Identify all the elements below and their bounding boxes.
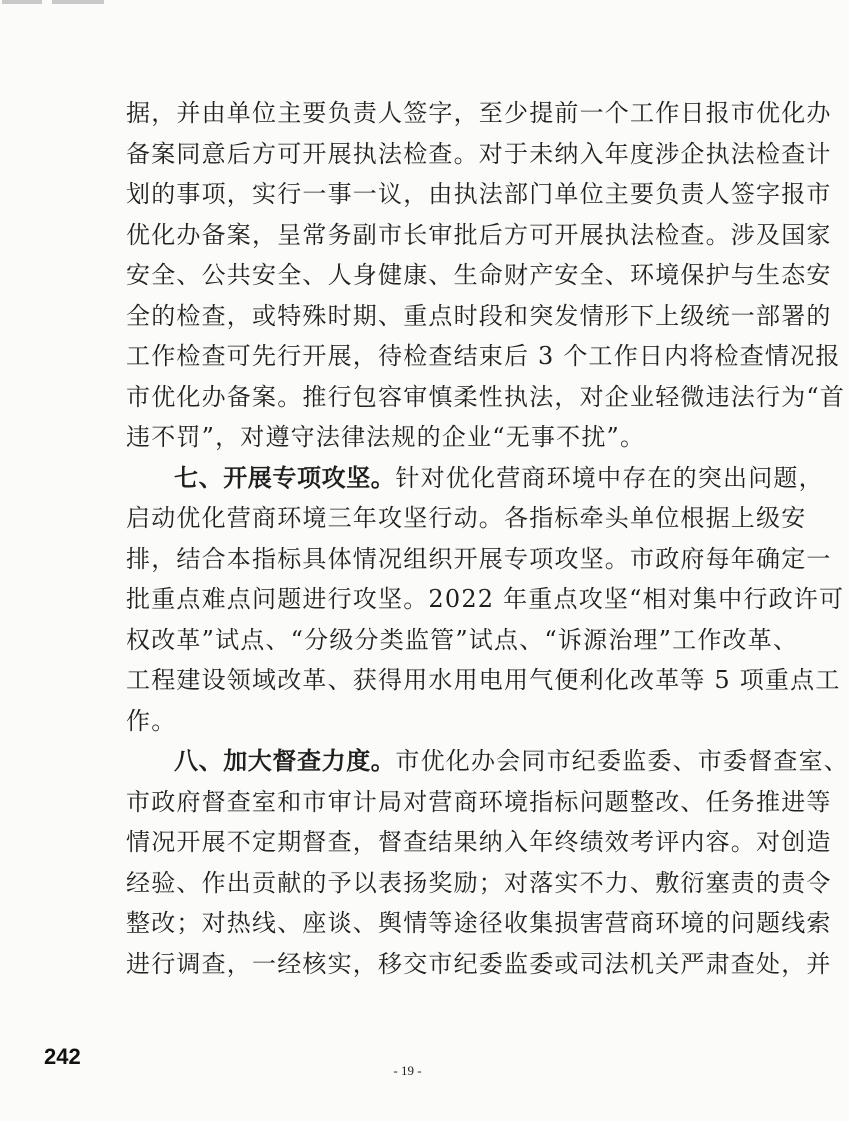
text-line: 市优化办备案。推行包容审慎柔性执法，对企业轻微违法行为“首 — [126, 382, 846, 411]
document-body — [126, 93, 849, 984]
scan-edge-mark — [0, 0, 110, 6]
text-line: 排，结合本指标具体情况组织开展专项攻坚。市政府每年确定一 — [126, 544, 832, 573]
book-page-number: 242 — [44, 1044, 81, 1069]
section-heading-7: 七、开展专项攻坚。 — [174, 463, 396, 492]
section-8-first-line — [126, 741, 849, 782]
text-line: 经验、作出贡献的予以表扬奖励；对落实不力、敷衍塞责的责令 — [126, 868, 832, 897]
text-line: 备案同意后方可开展执法检查。对于未纳入年度涉企执法检查计 — [126, 139, 832, 168]
text-line: 市政府督查室和市审计局对营商环境指标问题整改、任务推进等 — [126, 787, 832, 816]
text-line: 整改；对热线、座谈、舆情等途径收集损害营商环境的问题线索 — [126, 909, 832, 937]
text-line: 工作检查可先行开展，待检查结束后 3 个工作日内将检查情况报 — [126, 342, 841, 370]
text-run: 针对优化营商环境中存在的突出问题， — [395, 463, 824, 492]
text-line: 据，并由单位主要负责人签字，至少提前一个工作日报市优化办 — [126, 99, 832, 127]
section-heading-8: 八、加大督查力度。 — [174, 747, 396, 775]
text-line: 全的检查，或特殊时期、重点时段和突发情形下上级统一部署的 — [126, 301, 832, 330]
text-line: 优化办备案，呈常务副市长审批后方可开展执法检查。涉及国家 — [126, 220, 832, 249]
page-number: - 19 - — [393, 1063, 422, 1078]
text-line: 进行调查，一经核实，移交市纪委监委或司法机关严肃查处，并 — [126, 949, 832, 978]
text-line: 批重点难点问题进行攻坚。2022 年重点攻坚“相对集中行政许可 — [126, 585, 845, 613]
text-line: 权改革”试点、“分级分类监管”试点、“诉源治理”工作改革、 — [126, 625, 799, 654]
text-run: 市优化办会同市纪委监委、市委督查室、 — [395, 747, 849, 775]
section-7-first-line — [126, 458, 824, 499]
text-line: 工程建设领域改革、获得用水用电用气便利化改革等 5 项重点工 — [126, 666, 841, 694]
text-line: 启动优化营商环境三年攻坚行动。各指标牵头单位根据上级安 — [126, 504, 807, 532]
text-line: 违不罚”，对遵守法律法规的企业“无事不扰”。 — [126, 423, 646, 451]
text-line: 划的事项，实行一事一议，由执法部门单位主要负责人签字报市 — [126, 180, 832, 208]
text-line: 作。 — [126, 706, 177, 735]
text-line: 安全、公共安全、人身健康、生命财产安全、环境保护与生态安 — [126, 261, 832, 289]
text-line: 情况开展不定期督查，督查结果纳入年终绩效考评内容。对创造 — [126, 828, 832, 856]
